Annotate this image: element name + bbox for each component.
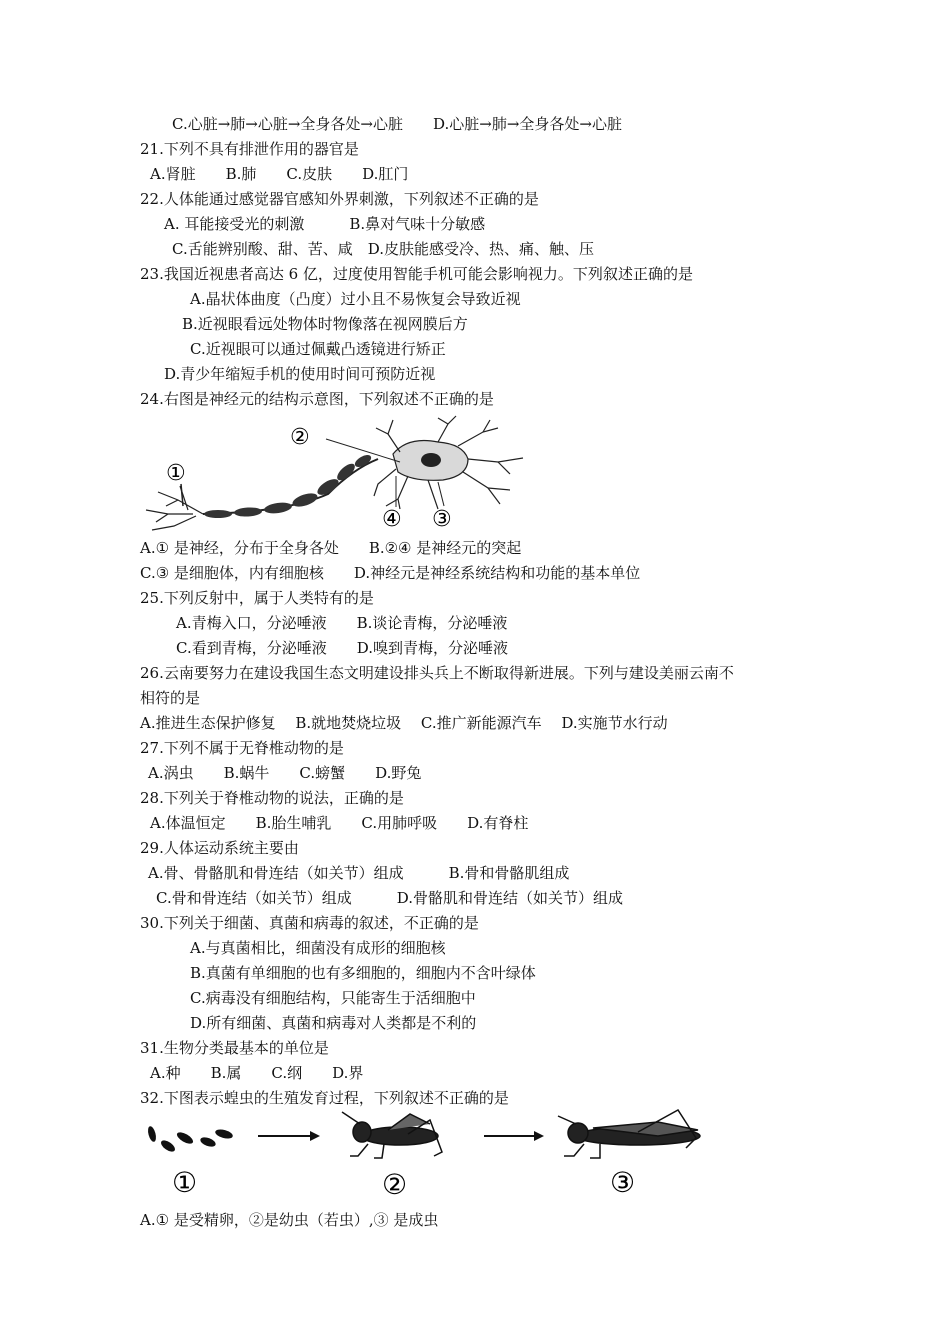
neuron-label-2: ② <box>290 425 310 450</box>
question-31: 31.生物分类最基本的单位是 <box>140 1039 329 1057</box>
option-30-b: B.真菌有单细胞的也有多细胞的，细胞内不含叶绿体 <box>190 964 536 982</box>
question-26-cont: 相符的是 <box>140 689 201 707</box>
neuron-label-1: ① <box>166 461 186 486</box>
options-22-cd: C.舌能辨别酸、甜、苦、咸 D.皮肤能感受冷、热、痛、触、压 <box>172 240 594 258</box>
option-23-a: A.晶状体曲度（凸度）过小且不易恢复会导致近视 <box>190 290 521 308</box>
options-29-ab: A.骨、骨骼肌和骨连结（如关节）组成 B.骨和骨骼肌组成 <box>148 864 570 882</box>
question-23: 23.我国近视患者高达 6 亿，过度使用智能手机可能会影响视力。下列叙述正确的是 <box>140 265 693 283</box>
question-25: 25.下列反射中，属于人类特有的是 <box>140 589 374 607</box>
grasshopper-diagram <box>138 1108 718 1204</box>
grasshopper-label-3: ③ <box>610 1166 636 1199</box>
question-29: 29.人体运动系统主要由 <box>140 839 299 857</box>
option-32-a: A.① 是受精卵，②是幼虫（若虫）,③ 是成虫 <box>140 1211 439 1229</box>
option-30-a: A.与真菌相比，细菌没有成形的细胞核 <box>190 939 446 957</box>
options-24-ab: A.① 是神经，分布于全身各处 B.②④ 是神经元的突起 <box>140 539 522 557</box>
option-30-d: D.所有细菌、真菌和病毒对人类都是不利的 <box>190 1014 477 1032</box>
question-22: 22.人体能通过感觉器官感知外界刺激，下列叙述不正确的是 <box>140 190 539 208</box>
options-24-cd: C.③ 是细胞体，内有细胞核 D.神经元是神经系统结构和功能的基本单位 <box>140 564 641 582</box>
options-26: A.推进生态保护修复 B.就地焚烧垃圾 C.推广新能源汽车 D.实施节水行动 <box>140 714 668 732</box>
neuron-diagram <box>138 414 538 534</box>
options-25-ab: A.青梅入口，分泌唾液 B.谈论青梅，分泌唾液 <box>176 614 508 632</box>
option-30-c: C.病毒没有细胞结构，只能寄生于活细胞中 <box>190 989 476 1007</box>
neuron-label-3: ③ <box>432 507 452 532</box>
option-23-b: B.近视眼看远处物体时物像落在视网膜后方 <box>182 315 468 333</box>
option-line: C.心脏→肺→心脏→全身各处→心脏 D.心脏→肺→全身各处→心脏 <box>172 115 622 133</box>
options-29-cd: C.骨和骨连结（如关节）组成 D.骨骼肌和骨连结（如关节）组成 <box>156 889 623 907</box>
options-22-ab: A. 耳能接受光的刺激 B.鼻对气味十分敏感 <box>164 215 486 233</box>
option-23-d: D.青少年缩短手机的使用时间可预防近视 <box>164 365 436 383</box>
grasshopper-label-1: ① <box>172 1166 198 1199</box>
option-23-c: C.近视眼可以通过佩戴凸透镜进行矫正 <box>190 340 446 358</box>
question-28: 28.下列关于脊椎动物的说法，正确的是 <box>140 789 404 807</box>
question-27: 27.下列不属于无脊椎动物的是 <box>140 739 344 757</box>
question-32: 32.下图表示蝗虫的生殖发育过程，下列叙述不正确的是 <box>140 1089 509 1107</box>
question-26: 26.云南要努力在建设我国生态文明建设排头兵上不断取得新进展。下列与建设美丽云南不 <box>140 664 734 682</box>
question-30: 30.下列关于细菌、真菌和病毒的叙述，不正确的是 <box>140 914 479 932</box>
options-31: A.种 B.属 C.纲 D.界 <box>150 1064 364 1082</box>
neuron-label-4: ④ <box>382 507 402 532</box>
options-27: A.涡虫 B.蜗牛 C.螃蟹 D.野兔 <box>148 764 422 782</box>
options-25-cd: C.看到青梅，分泌唾液 D.嗅到青梅，分泌唾液 <box>176 639 508 657</box>
question-24: 24.右图是神经元的结构示意图，下列叙述不正确的是 <box>140 390 494 408</box>
question-21: 21.下列不具有排泄作用的器官是 <box>140 140 359 158</box>
options-28: A.体温恒定 B.胎生哺乳 C.用肺呼吸 D.有脊柱 <box>150 814 529 832</box>
grasshopper-label-2: ② <box>382 1168 408 1201</box>
options-21: A.肾脏 B.肺 C.皮肤 D.肛门 <box>150 165 409 183</box>
